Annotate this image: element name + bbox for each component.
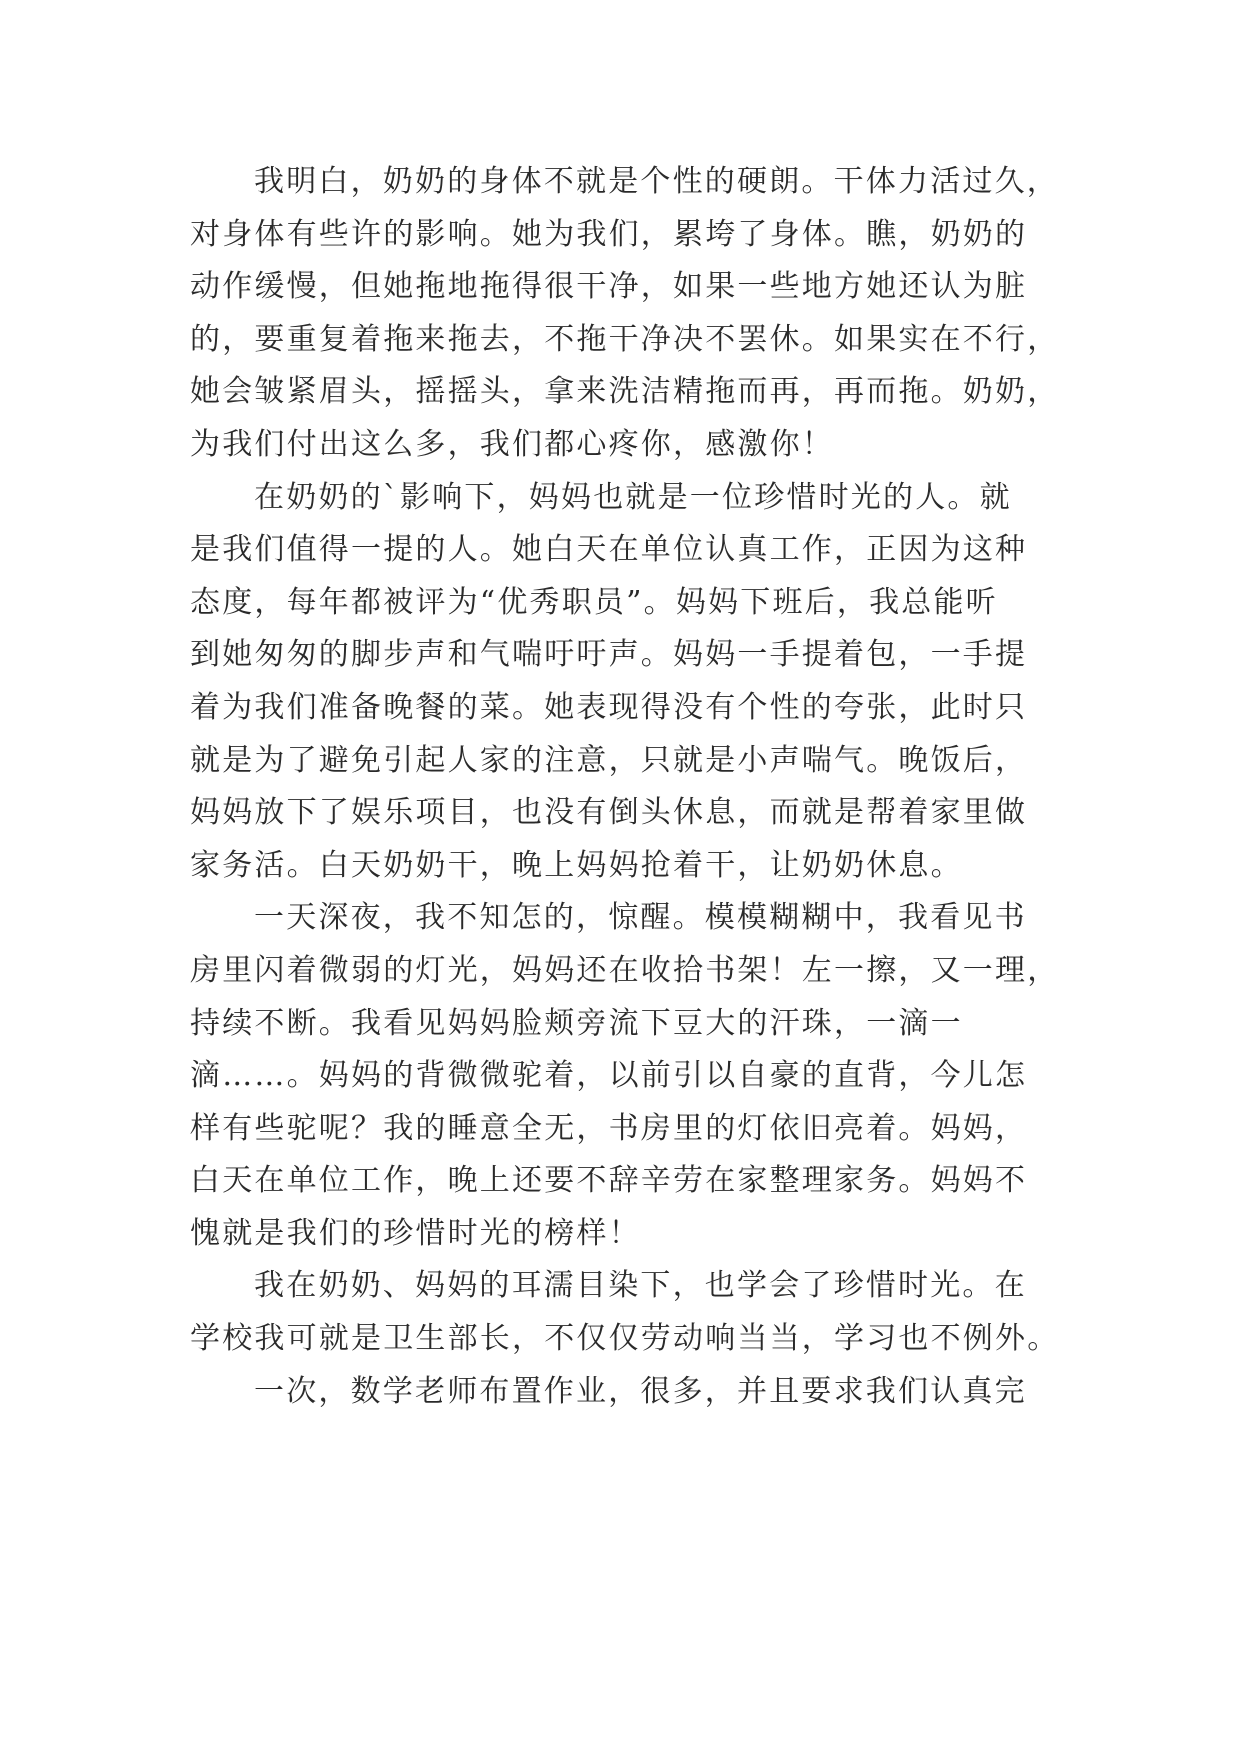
text-line: 的，要重复着拖来拖去，不拖干净决不罢休。如果实在不行， [190,321,1060,357]
text-line: 着为我们准备晚餐的菜。她表现得没有个性的夸张，此时只 [190,689,1028,725]
text-line: 愧就是我们的珍惜时光的榜样！ [190,1215,641,1251]
text-line: 学校我可就是卫生部长，不仅仅劳动响当当，学习也不例外。 [190,1321,1060,1357]
text-line: 妈妈放下了娱乐项目，也没有倒头休息，而就是帮着家里做 [190,795,1028,831]
text-line: 样有些驼呢？我的睡意全无，书房里的灯依旧亮着。妈妈， [190,1110,1028,1146]
text-line: 到她匆匆的脚步声和气喘吁吁声。妈妈一手提着包，一手提 [190,637,1028,673]
text-line: 为我们付出这么多，我们都心疼你，感激你！ [190,426,834,462]
text-line: 我明白，奶奶的身体不就是个性的硬朗。干体力活过久， [254,164,1059,199]
text-line: 一天深夜，我不知怎的，惊醒。模模糊糊中，我看见书 [254,900,1027,936]
text-line: 持续不断。我看见妈妈脸颊旁流下豆大的汗珠，一滴一 [190,1005,963,1041]
text-line: 是我们值得一提的人。她白天在单位认真工作，正因为这种 [190,532,1028,568]
text-line: 家务活。白天奶奶干，晚上妈妈抢着干，让奶奶休息。 [190,847,963,883]
text-line: 态度，每年都被评为“优秀职员”。妈妈下班后，我总能听 [190,584,998,620]
text-line: 在奶奶的`影响下，妈妈也就是一位珍惜时光的人。就 [254,479,1012,515]
text-line: 房里闪着微弱的灯光，妈妈还在收拾书架！左一擦，又一理， [190,952,1060,988]
text-line: 她会皱紧眉头，摇摇头，拿来洗洁精拖而再，再而拖。奶奶， [190,374,1060,410]
body-text [190,156,1070,1418]
text-line: 动作缓慢，但她拖地拖得很干净，如果一些地方她还认为脏 [190,269,1028,305]
text-line: 一次，数学老师布置作业，很多，并且要求我们认真完 [254,1373,1027,1409]
text-line: 就是为了避免引起人家的注意，只就是小声喘气。晚饭后， [190,742,1028,778]
text-line: 对身体有些许的影响。她为我们，累垮了身体。瞧，奶奶的 [190,216,1028,252]
text-line: 我在奶奶、妈妈的耳濡目染下，也学会了珍惜时光。在 [254,1268,1027,1304]
text-line: 滴……。妈妈的背微微驼着，以前引以自豪的直背，今儿怎 [190,1058,1028,1094]
text-line: 白天在单位工作，晚上还要不辞辛劳在家整理家务。妈妈不 [190,1163,1028,1199]
